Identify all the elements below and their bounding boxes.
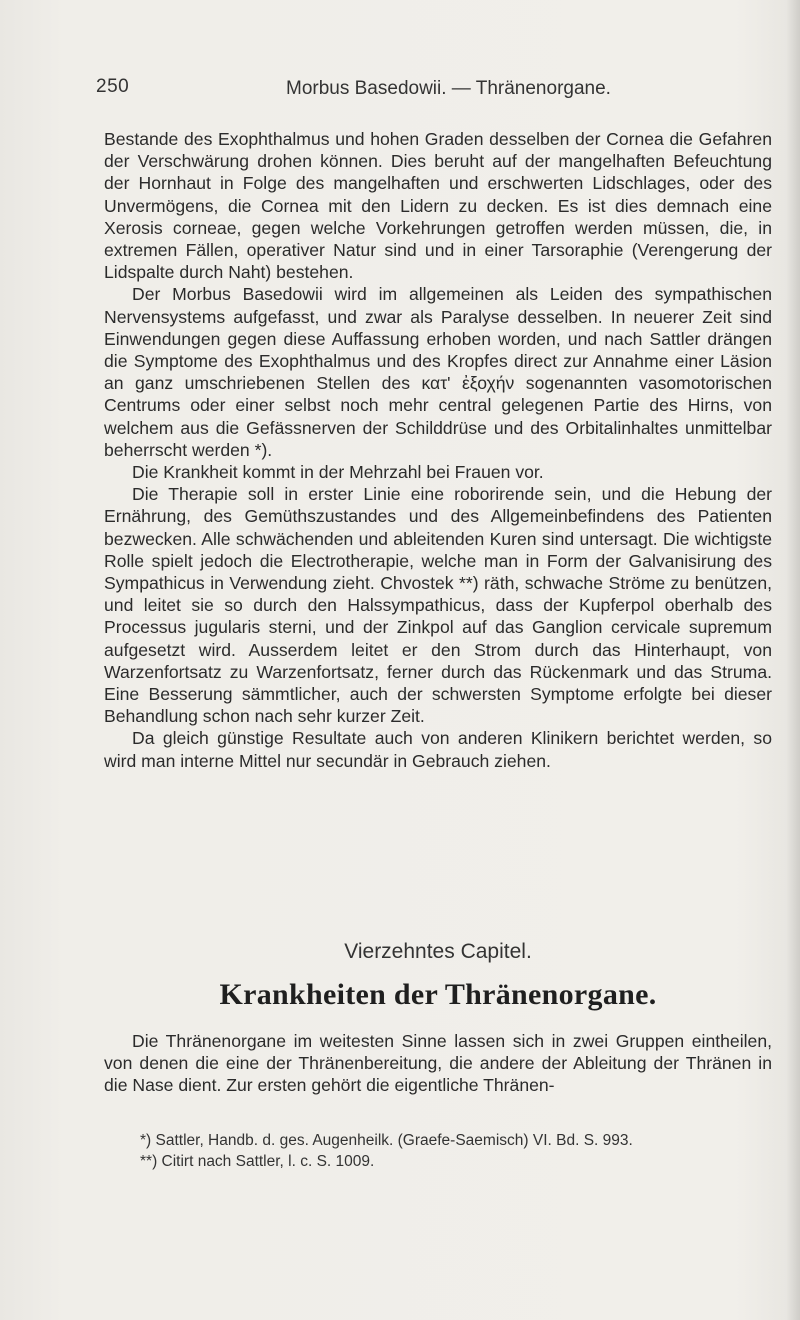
running-head-title: Morbus Basedowii. — Thränenorgane.: [286, 78, 611, 99]
running-head: [96, 76, 772, 106]
chapter-title: Krankheiten der Thränenorgane.: [219, 978, 657, 1011]
body-text-chapter: [104, 1030, 772, 1097]
paragraph: Da gleich günstige Resultate auch von anderen Klinikern berichtet werden, so wird man interne Mittel nur secundär in Gebrauch ziehen.: [104, 728, 772, 771]
paragraph: Die Therapie soll in erster Linie eine roborirende sein, und die Hebung der Ernährung, des Gemüthszustandes und des Allgemeinbefindens des Patienten bezwecken. Alle schwächenden und ableitenden Kuren sind untersagt. Die wichtigste Rolle spielt jedoch die Electrotherapie, welche man in Form der Galvanisirung des Sympathicus in Verwendung zieht. Chvostek **) räth, schwache Ströme zu benützen, und leitet sie so durch den Halssympathicus, dass der Kupferpol oberhalb des Processus jugularis sterni, und der Zinkpol auf das Ganglion cervicale supremum aufgesetzt wird. Ausserdem leitet er den Strom durch das Hinterhaupt, von Warzenfortsatz zu Warzenfortsatz, ferner durch das Rückenmark und das Struma. Eine Besserung sämmtlicher, auch der schwersten Symptome erfolgte bei dieser Behandlung schon nach sehr kurzer Zeit.: [104, 484, 772, 727]
footnote: *) Sattler, Handb. d. ges. Augenheilk. (Graefe-Saemisch) VI. Bd. S. 993.: [140, 1132, 633, 1149]
footnote: **) Citirt nach Sattler, l. c. S. 1009.: [140, 1153, 375, 1170]
page-edge-shadow: [786, 0, 800, 1320]
body-text-top: [104, 128, 772, 772]
chapter-label: Vierzehntes Capitel.: [344, 940, 532, 963]
paragraph: Der Morbus Basedowii wird im allgemeinen als Leiden des sympathischen Nervensystems aufgefasst, und zwar als Paralyse desselben. In neuerer Zeit sind Einwendungen gegen diese Auffassung erhoben worden, und nach Sattler drängen die Symptome des Exophthalmus und des Kropfes direct zur Annahme einer Läsion an ganz umschriebenen Stellen des κατ' ἐξοχήν sogenannten vasomotorischen Centrums oder einer selbst noch mehr central gelegenen Partie des Hirns, von welchem aus die Gefässnerven der Schilddrüse und des Orbitalinhaltes unmittelbar beherrscht werden *).: [104, 284, 772, 460]
page-number: 250: [96, 76, 130, 97]
paragraph: Die Thränenorgane im weitesten Sinne lassen sich in zwei Gruppen eintheilen, von denen die eine der Thränenbereitung, die andere der Ableitung der Thränen in die Nase dient. Zur ersten gehört die eigentliche Thränen-: [104, 1031, 772, 1096]
paragraph: Die Krankheit kommt in der Mehrzahl bei Frauen vor.: [132, 462, 544, 483]
footnotes: [112, 1130, 772, 1172]
paragraph: Bestande des Exophthalmus und hohen Graden desselben der Cornea die Gefahren der Verschwärung drohen können. Dies beruht auf der mangelhaften Befeuchtung der Hornhaut in Folge des mangelhaften und erschwerten Lidschlages, oder des Unvermögens, die Cornea mit den Lidern zu decken. Es ist dies demnach eine Xerosis corneae, gegen welche Vorkehrungen getroffen werden müssen, die, in extremen Fällen, operativer Natur sind und in einer Tarsoraphie (Verengerung der Lidspalte durch Naht) bestehen.: [104, 129, 772, 283]
